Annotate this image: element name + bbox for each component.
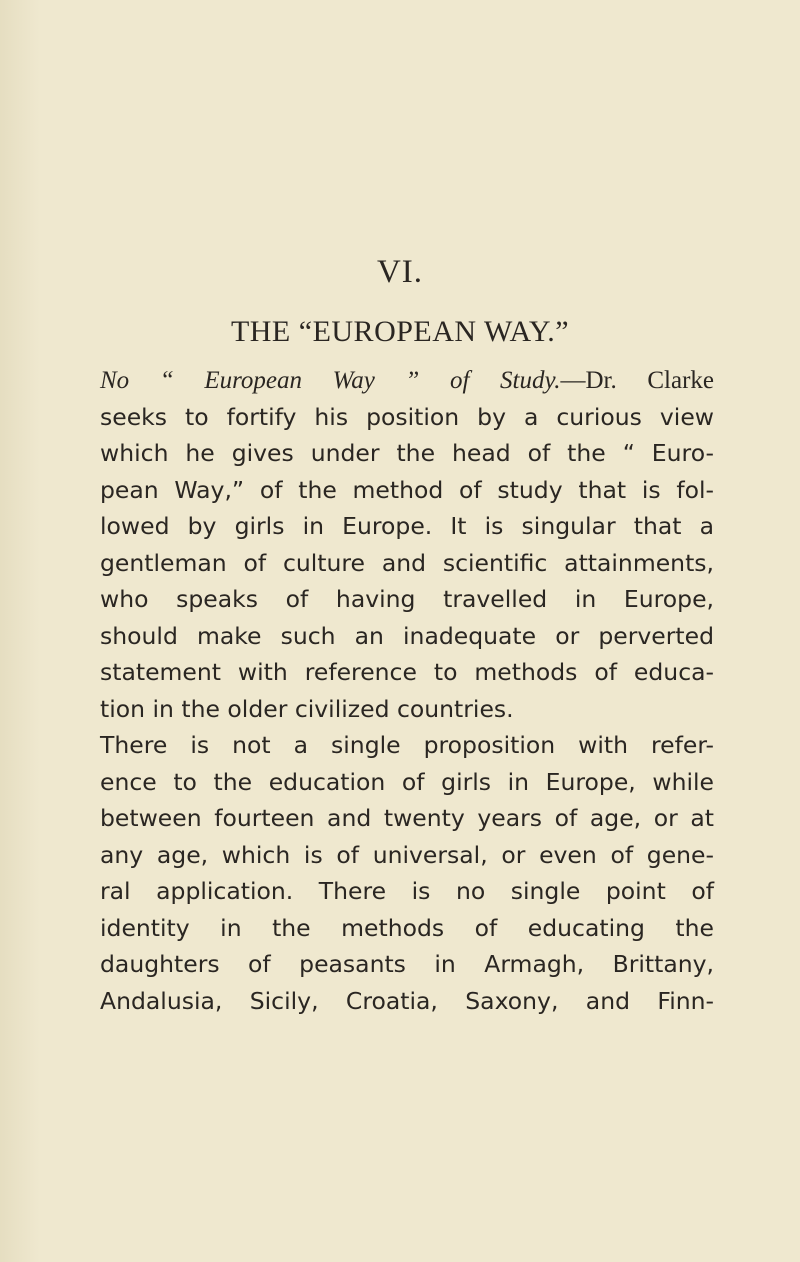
- text-line: pean Way,” of the method of study that is fol-: [100, 475, 714, 504]
- paragraph-1-first-line: [100, 362, 714, 399]
- body-text: [100, 362, 714, 1019]
- section-heading-dash: —Dr. Clarke: [560, 367, 714, 394]
- section-heading-italic: No “ European Way ” of Study.: [100, 367, 561, 394]
- text-line: any age, which is of universal, or even of gene-: [100, 840, 714, 869]
- text-line: Andalusia, Sicily, Croatia, Saxony, and Finn-: [100, 986, 714, 1015]
- text-line: tion in the older civilized countries.: [100, 694, 514, 723]
- text-line: seeks to fortify his position by a curious view: [100, 402, 714, 431]
- text-line: statement with reference to methods of educa-: [100, 658, 714, 686]
- text-line: who speaks of having travelled in Europe,: [100, 585, 714, 613]
- text-line: ral application. There is no single point of: [100, 877, 714, 905]
- chapter-title: THE “EUROPEAN WAY.”: [230, 315, 570, 348]
- text-line: identity in the methods of educating the: [100, 913, 714, 942]
- text-line: which he gives under the head of the “ Euro-: [100, 439, 714, 467]
- text-line: There is not a single proposition with refer-: [100, 731, 714, 759]
- chapter-number: VI.: [376, 254, 424, 290]
- text-line: lowed by girls in Europe. It is singular that a: [100, 512, 714, 540]
- text-line: gentleman of culture and scientific attainments,: [100, 548, 714, 577]
- text-line: should make such an inadequate or perverted: [100, 621, 714, 650]
- text-line: ence to the education of girls in Europe, while: [100, 767, 714, 796]
- text-line: daughters of peasants in Armagh, Brittany,: [100, 950, 714, 978]
- text-line: between fourteen and twenty years of age, or at: [100, 804, 714, 832]
